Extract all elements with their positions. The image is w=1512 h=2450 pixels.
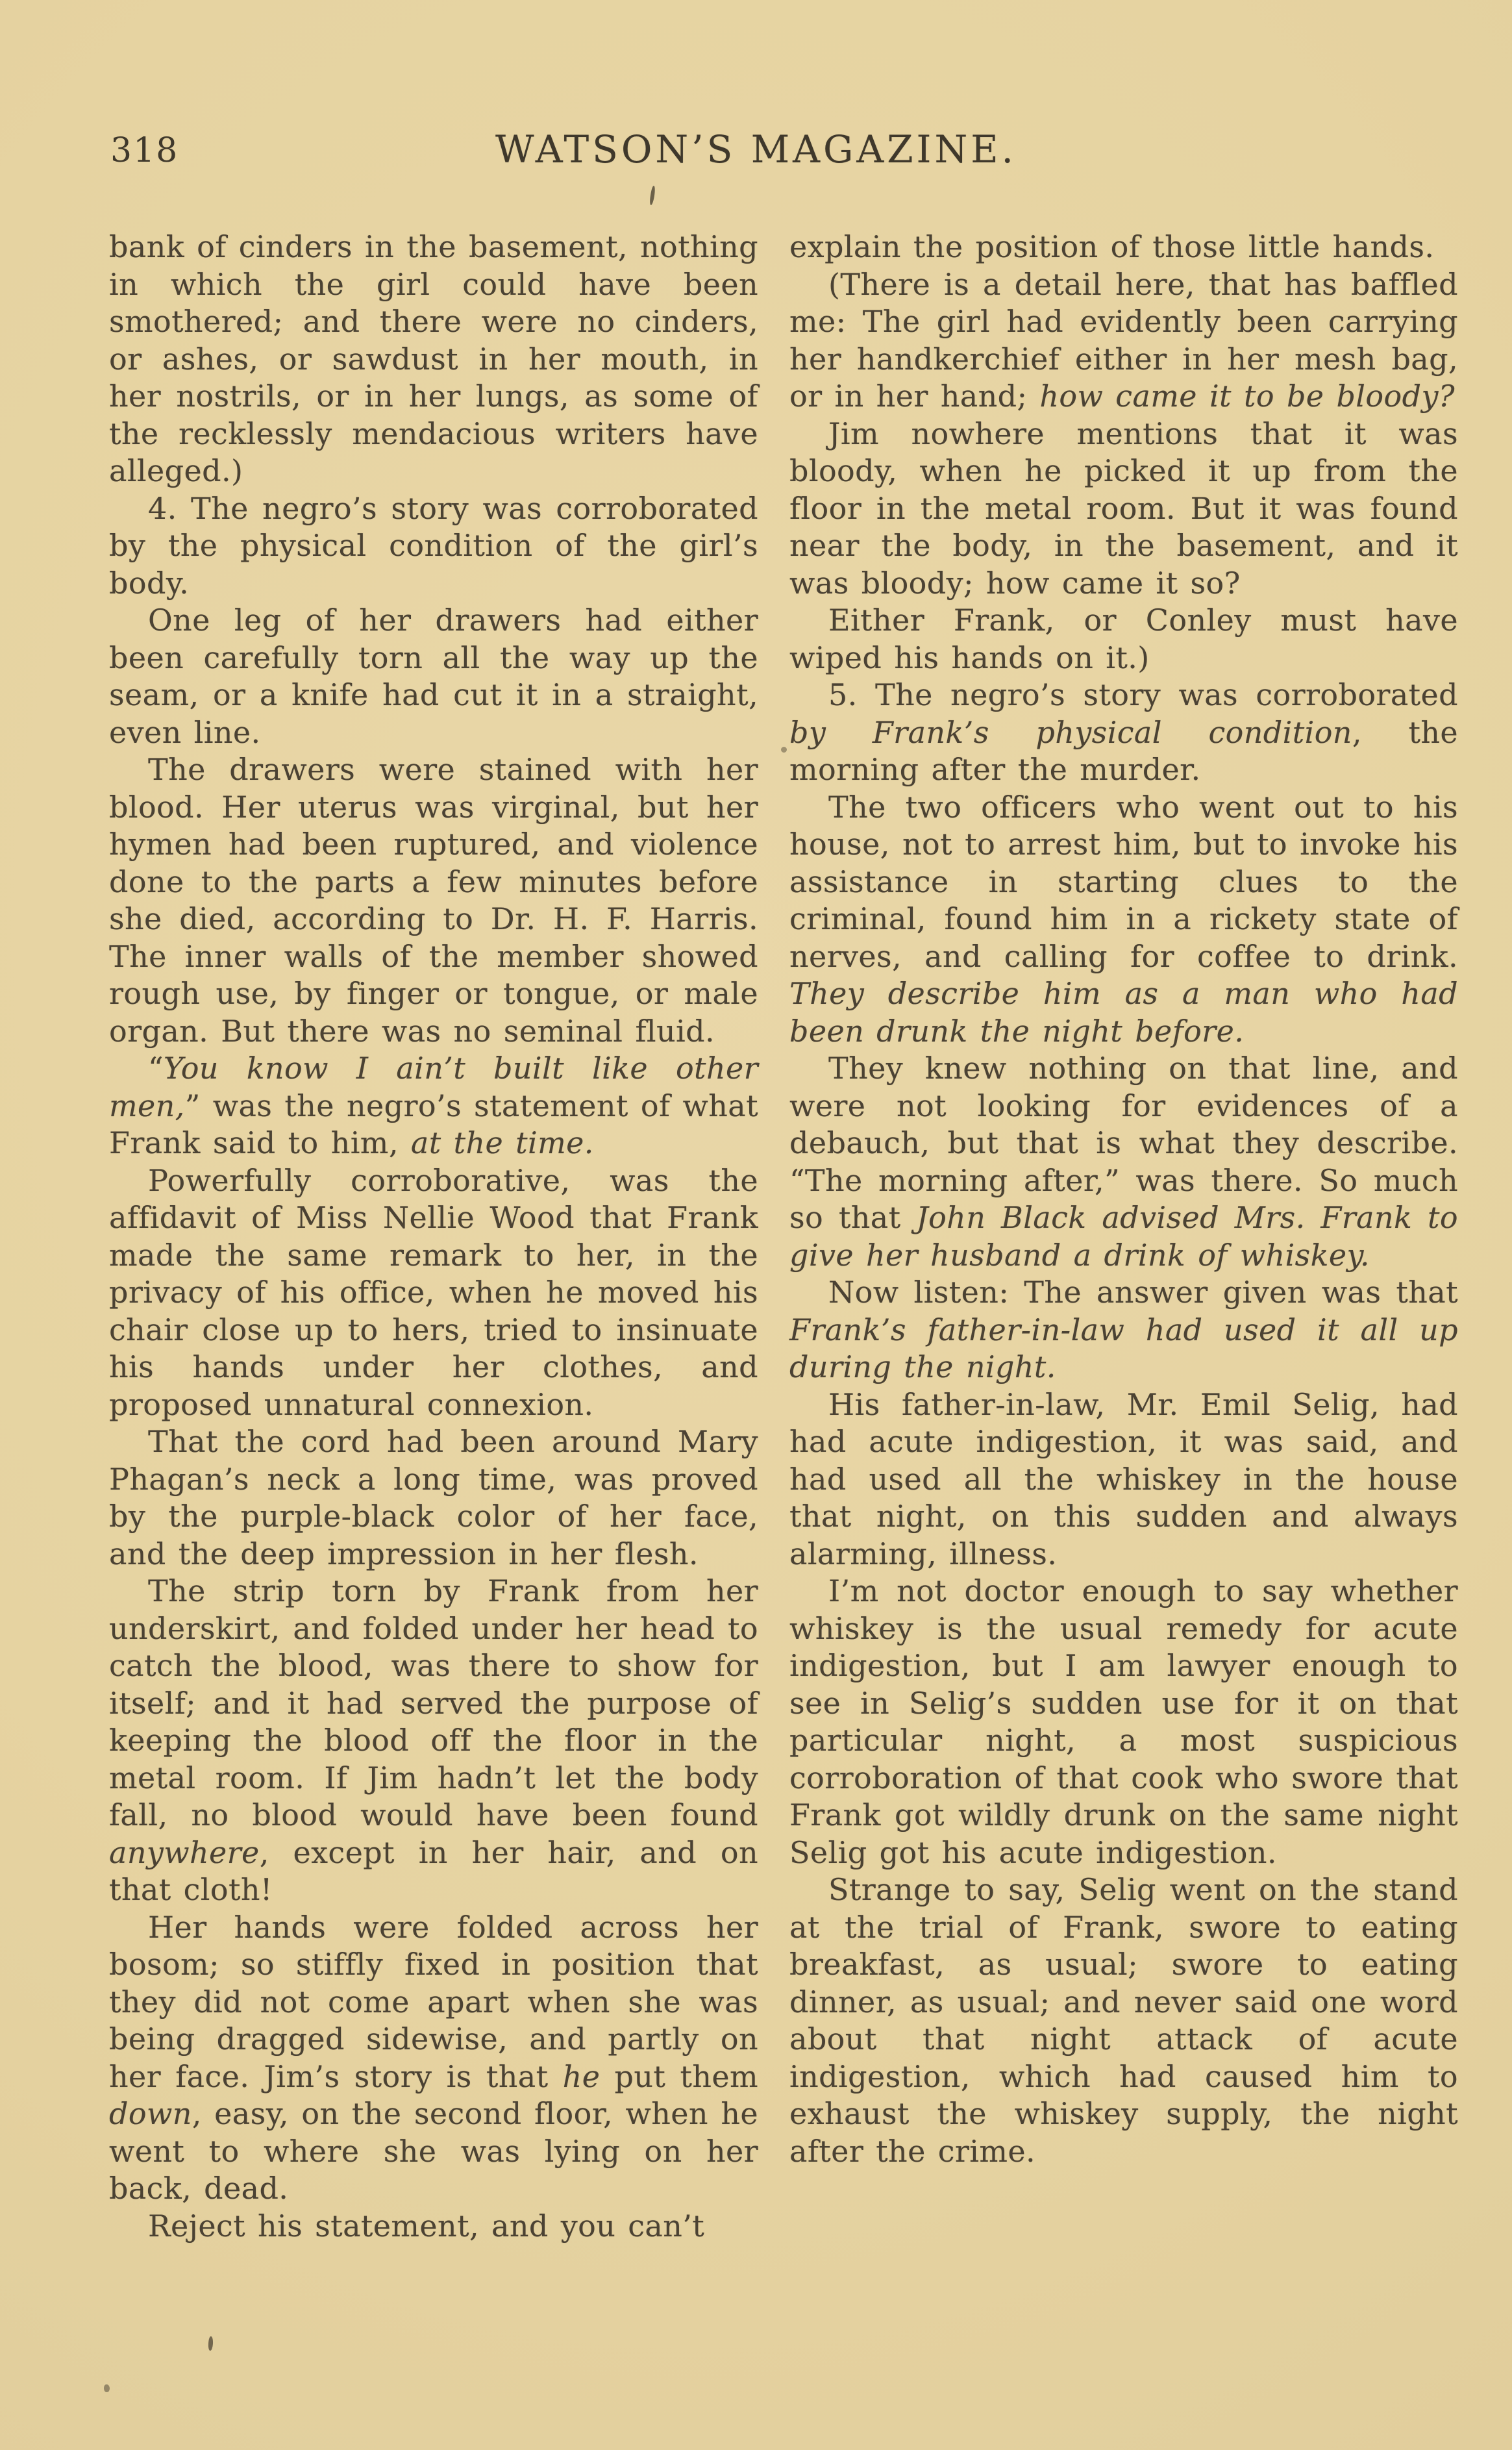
text-segment: They knew nothing on that line, and were not looking for evidences of a debauch, but that is what they describe. “The morning after,” was there. So much so that xyxy=(789,1051,1458,1235)
text-segment: Now listen: The answer given was that xyxy=(828,1275,1458,1310)
paragraph xyxy=(109,1162,758,1424)
text-segment: put them xyxy=(600,2058,758,2094)
italic-text-segment: They describe him as a man who had been drunk the night before. xyxy=(789,976,1458,1049)
text-segment: 5. The negro’s story was corroborated xyxy=(828,677,1458,712)
italic-text-segment: how came it to be bloody? xyxy=(1039,379,1455,414)
text-segment: One leg of her drawers had either been carefully torn all the way up the seam, or a knife had cut it in a straight, even line. xyxy=(109,603,758,750)
paragraph xyxy=(109,1909,758,2208)
paragraph xyxy=(109,490,758,603)
paragraph xyxy=(109,751,758,1050)
text-segment: The drawers were stained with her blood. Her uterus was virginal, but her hymen had been ruptured, and violence done to the parts a few minutes before she died, according to Dr. H. F. Harris. The inner walls of the member showed rough use, by finger or tongue, or male organ. But there was no seminal fluid. xyxy=(109,752,758,1049)
text-segment: Her hands were folded across her bosom; so stiffly fixed in position that they did not come apart when she was being dragged sidewise, and partly on her face. Jim’s story is that xyxy=(109,1909,758,2094)
ink-speck xyxy=(649,186,656,206)
paragraph xyxy=(789,1871,1458,2170)
paragraph xyxy=(789,266,1458,416)
italic-text-segment: Frank’s father-in-law had used it all up during the night. xyxy=(789,1312,1458,1384)
text-segment: Strange to say, Selig went on the stand at the trial of Frank, swore to eating breakfast, as usual; swore to eating dinner, as usual; and never said one word about that night attack of acute indigestion, which had caused him to exhaust the whiskey supply, the night after the crime. xyxy=(789,1872,1458,2169)
paragraph xyxy=(109,602,758,751)
paragraph xyxy=(789,1274,1458,1386)
text-segment: “ xyxy=(148,1051,164,1086)
paragraph xyxy=(109,1050,758,1162)
left-column xyxy=(109,229,758,2245)
text-segment: (There is a detail here, that has baffled me: The girl had evidently been carrying her handkerchief either in her mesh bag, or in her hand; xyxy=(789,266,1458,414)
paragraph xyxy=(109,2208,758,2245)
paragraph xyxy=(109,1573,758,1909)
italic-text-segment: anywhere xyxy=(109,1834,260,1870)
text-segment: Either Frank, or Conley must have wiped his hands on it.) xyxy=(789,603,1458,675)
paragraph xyxy=(789,229,1458,266)
text-segment: 4. The negro’s story was corroborated by the physical condition of the girl’s body. xyxy=(109,490,758,601)
page-number: 318 xyxy=(110,131,179,170)
text-segment: Reject his statement, and you can’t xyxy=(148,2208,705,2244)
ink-speck xyxy=(781,747,787,753)
italic-text-segment: he xyxy=(562,2058,601,2094)
paragraph xyxy=(789,677,1458,789)
ink-speck xyxy=(208,2336,214,2351)
right-column xyxy=(789,229,1458,2170)
italic-text-segment: down xyxy=(109,2096,192,2131)
paragraph xyxy=(789,1386,1458,1573)
paragraph xyxy=(109,1423,758,1573)
text-segment: , except in her hair, and on that cloth! xyxy=(109,1834,758,1907)
paragraph xyxy=(789,1050,1458,1274)
italic-text-segment: John Black advised Mrs. Frank to give her husband a drink of whiskey. xyxy=(789,1200,1458,1273)
text-segment: His father-in-law, Mr. Emil Selig, had had acute indigestion, it was said, and had used all the whiskey in the house that night, on this sudden and always alarming, illness. xyxy=(789,1386,1458,1571)
text-segment: Powerfully corroborative, was the affidavit of Miss Nellie Wood that Frank made the same remark to her, in the privacy of his office, when he moved his chair close up to hers, tried to insinuate his hands under her clothes, and proposed unnatural connexion. xyxy=(109,1162,758,1422)
italic-text-segment: at the time. xyxy=(410,1125,594,1160)
ink-speck xyxy=(104,2384,110,2392)
paragraph xyxy=(789,789,1458,1051)
paragraph xyxy=(789,1573,1458,1871)
paragraph xyxy=(789,416,1458,603)
text-segment: That the cord had been around Mary Phagan’s neck a long time, was proved by the purple-black color of her face, and the deep impression in her flesh. xyxy=(109,1424,758,1571)
text-segment: I’m not doctor enough to say whether whiskey is the usual remedy for acute indigestion, but I am lawyer enough to see in Selig’s sudden use for it on that particular night, a most suspicious corroboration of that cook who swore that Frank got wildly drunk on the same night Selig got his acute indigestion. xyxy=(789,1573,1458,1870)
text-segment: The two officers who went out to his house, not to arrest him, but to invoke his assistance in starting clues to the criminal, found him in a rickety state of nerves, and calling for coffee to drink. xyxy=(789,789,1458,974)
italic-text-segment: You know I ain’t built like other men, xyxy=(109,1051,758,1123)
paragraph xyxy=(109,229,758,490)
text-segment: bank of cinders in the basement, nothing in which the girl could have been smothered; and there were no cinders, or ashes, or sawdust in her mouth, in her nostrils, or in her lungs, as some of the recklessly mendacious writers have alleged.) xyxy=(109,229,758,488)
text-segment: ” was the negro’s statement of what Frank said to him, xyxy=(109,1088,758,1160)
paragraph xyxy=(789,602,1458,677)
text-segment: , the morning after the murder. xyxy=(789,714,1458,787)
text-segment: The strip torn by Frank from her underskirt, and folded under her head to catch the blood, was there to show for itself; and it had served the purpose of keeping the blood off the floor in the metal room. If Jim hadn’t let the body fall, no blood would have been found xyxy=(109,1573,758,1832)
running-title: WATSON’S MAGAZINE. xyxy=(495,127,1017,171)
text-segment: , easy, on the second floor, when he went to where she was lying on her back, dead. xyxy=(109,2096,758,2206)
italic-text-segment: by Frank’s physical condition xyxy=(789,714,1352,750)
text-segment: explain the position of those little hands. xyxy=(789,229,1435,264)
text-segment: Jim nowhere mentions that it was bloody, when he picked it up from the floor in the metal room. But it was found near the body, in the basement, and it was bloody; how came it so? xyxy=(789,416,1458,601)
